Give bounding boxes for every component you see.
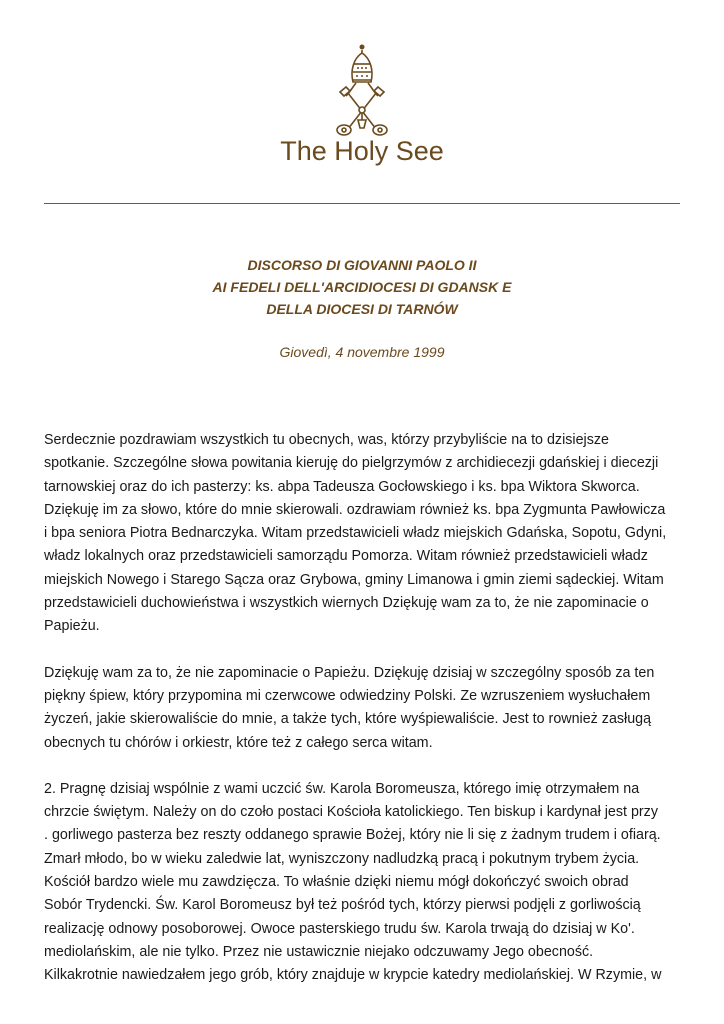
document-title: [0, 254, 724, 320]
text-line: i bpa seniora Piotra Bednarczyka. Witam przedstawicieli władz miejskich Gdańska, Sopotu, Gdyni,: [44, 525, 667, 542]
text-line: realizację odnowy posoborowej. Owoce pasterskiego trudu św. Karola trwają do dzisiaj w Ko'.: [44, 920, 635, 937]
text-line: spotkanie. Szczególne słowa powitania kieruję do pielgrzymów z archidiecezji gdańskiej i diecezji: [44, 455, 659, 472]
text-line: piękny śpiew, który przypomina mi czerwcowe odwiedziny Polski. Ze wzruszeniem wysłuchałem: [44, 687, 651, 704]
text-line: . gorliwego pasterza bez reszty oddanego sprawie Bożej, który nie li się z żadnym trudem i ofiarą.: [44, 827, 661, 844]
text-line: Dziękuję im za słowo, które do mnie skierowali. ozdrawiam również ks. bpa Zygmunta Pawłowicza: [44, 501, 666, 518]
text-line: tarnowskiej oraz do ich pasterzy: ks. abpa Tadeusza Gocłowskiego i ks. bpa Wiktora Skworca.: [44, 478, 640, 495]
document-body: [44, 429, 684, 1011]
document-title-line: DELLA DIOCESI DI TARNÓW: [266, 301, 458, 317]
document-title-line: DISCORSO DI GIOVANNI PAOLO II: [247, 257, 477, 273]
text-line: przedstawicieli duchowieństwa i wszystkich wiernych Dziękuję wam za to, że nie zapominacie o: [44, 595, 649, 612]
text-line: obecnych tu chórów i orkiestr, które też z całego serca witam.: [44, 734, 433, 751]
text-line: 2. Pragnę dzisiaj wspólnie z wami uczcić św. Karola Boromeusza, którego imię otrzymałem na: [44, 780, 640, 797]
text-line: Dziękuję wam za to, że nie zapominacie o Papieżu. Dziękuję dzisiaj w szczególny sposób za ten: [44, 664, 655, 681]
text-line: Papieżu.: [44, 618, 100, 635]
document-title-line: AI FEDELI DELL'ARCIDIOCESI DI GDANSK E: [212, 279, 512, 295]
papal-coat-of-arms-icon: [322, 42, 402, 142]
document-date: Giovedì, 4 novembre 1999: [279, 344, 445, 360]
text-line: mediolańskim, ale nie tylko. Przez nie ustawicznie niejako odczuwamy Jego obecność.: [44, 943, 594, 960]
site-title[interactable]: The Holy See: [280, 136, 444, 166]
text-line: życzeń, jakie skierowaliście do mnie, a także tych, które wyśpiewaliście. Jest to rownież zasługą: [44, 711, 652, 728]
paragraph: [44, 429, 684, 639]
text-line: chrzcie świętym. Należy on do czoło postaci Kościoła katolickiego. Ten biskup i kardynał jest przy: [44, 804, 658, 821]
paragraph: [44, 778, 684, 988]
text-line: Zmarł młodo, bo w wieku zaledwie lat, wyniszczony nadludzką pracą i pokutnym trybem życia.: [44, 850, 640, 867]
text-line: Kilkakrotnie nawiedzałem jego grób, który znajduje w krypcie katedry mediolańskiej. W Rzymie, w: [44, 967, 662, 984]
text-line: miejskich Nowego i Starego Sącza oraz Grybowa, gminy Limanowa i gmin ziemi sądeckiej. Witam: [44, 571, 664, 588]
text-line: Sobór Trydencki. Św. Karol Boromeusz był też pośród tych, którzy pierwsi podjęli z gorliwością: [44, 897, 641, 914]
header-divider: [44, 203, 680, 204]
paragraph: [44, 662, 684, 755]
text-line: Serdecznie pozdrawiam wszystkich tu obecnych, was, którzy przybyliście na to dzisiejsze: [44, 432, 609, 448]
text-line: Kościół bardzo wiele mu zawdzięcza. To właśnie dzięki niemu mógł dokończyć swoich obrad: [44, 874, 629, 891]
text-line: władz lokalnych oraz przedstawicieli samorządu Pomorza. Witam również przedstawicieli władz: [44, 548, 648, 565]
